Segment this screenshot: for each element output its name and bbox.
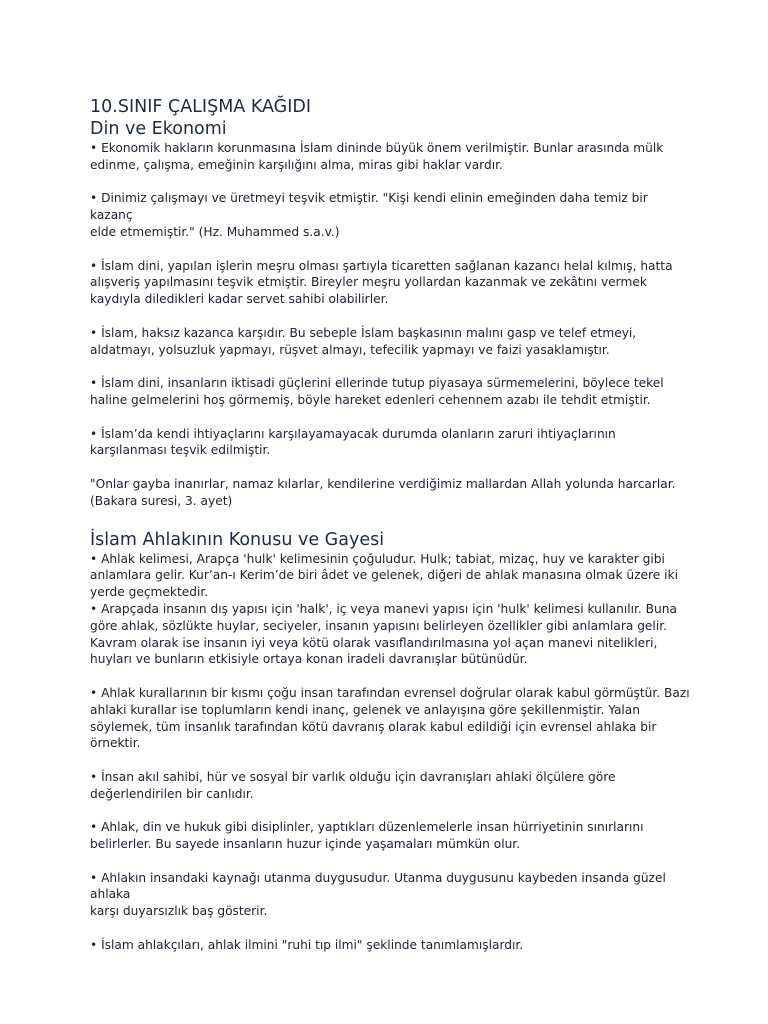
document-title: 10.SINIF ÇALIŞMA KAĞIDI [90,97,312,117]
paragraph: • Ekonomik hakların korunmasına İslam dininde büyük önem verilmiştir. Bunlar arasında mülk edinme, çalışma, emeğinin karşılığını alma, miras gibi haklar vardır. [90,141,664,172]
section-heading-din-ve-ekonomi: Din ve Ekonomi [90,119,227,139]
paragraph: • Ahlakın insandaki kaynağı utanma duygusudur. Utanma duygusunu kaybeden insanda güzel ahlaka karşı duyarsızlık baş gösterir. [90,870,666,919]
paragraph: • İslam dini, yapılan işlerin meşru olması şartıyla ticaretten sağlanan kazancı helal kılmış, hatta alışveriş yapılmasını teşvik etmiştir. Bireyler meşru yollardan kazanmak ve zekâtını vermek kaydıyla diledikleri kadar servet sahibi olabilirler. [90,258,673,307]
section-heading-islam-ahlaki: İslam Ahlakının Konusu ve Gayesi [90,529,385,550]
paragraph: • İslam dini, insanların iktisadi güçlerini ellerinde tutup piyasaya sürmemelerini, böylece tekel haline gelmelerini hoş görmemiş, böyle hareket edenleri cehennem azabı ile tehdit etmiştir. [90,376,664,407]
paragraph: • Ahlak kelimesi, Arapça 'hulk' kelimesinin çoğuludur. Hulk; tabiat, mizaç, huy ve karakter gibi anlamlara gelir. Kur’an-ı Kerim’de biri âdet ve gelenek, diğeri de ahlak manasına olmak üzere iki yerde geçmektedir. • Arapçada insanın dış yapısı için 'halk', iç veya manevi yapısı için 'hulk' kelimesi kullanılır. Buna göre ahlak, sözlükte huylar, seciyeler, insanın yapısını belirleyen özellikler gibi anlamlara gelir. Kavram olarak ise insanın iyi veya kötü olarak vasıflandırılmasına yol açan manevi nitelikleri, huyları ve bunların etkisiyle ortaya konan iradeli davranışlar bütünüdür. [90,551,678,667]
paragraph: • Ahlak kurallarının bir kısmı çoğu insan tarafından evrensel doğrular olarak kabul görmüştür. Bazı ahlaki kurallar ise toplumların kendi inanç, gelenek ve anlayışına göre şekillenmiştir. Yalan söylemek, tüm insanlık tarafından kötü davranış olarak kabul edildiği için evrensel ahlaka bir örnektir. [90,685,690,751]
paragraph: • İslam ahlakçıları, ahlak ilmini "ruhi tıp ilmi" şeklinde tanımlamışlardır. [90,937,524,952]
worksheet-page [90,96,690,954]
quote-paragraph: "Onlar gayba inanırlar, namaz kılarlar, kendilerine verdiğimiz mallardan Allah yolunda harcarlar. (Bakara suresi, 3. ayet) [90,476,676,508]
paragraph: • Ahlak, din ve hukuk gibi disiplinler, yaptıkları düzenlemelerle insan hürriyetinin sınırlarını belirlerler. Bu sayede insanların huzur içinde yaşamaları mümkün olur. [90,820,644,852]
paragraph: • İslam’da kendi ihtiyaçlarını karşılayamayacak durumda olanların zaruri ihtiyaçlarının karşılanması teşvik edilmiştir. [90,426,616,458]
paragraph: • İslam, haksız kazanca karşıdır. Bu sebeple İslam başkasının malını gasp ve telef etmeyi, aldatmayı, yolsuzluk yapmayı, rüşvet almayı, tefecilik yapmayı ve faizi yasaklamıştır. [90,325,637,357]
paragraph: • İnsan akıl sahibi, hür ve sosyal bir varlık olduğu için davranışları ahlaki ölçülere göre değerlendirilen bir canlıdır. [90,769,616,801]
paragraph: • Dinimiz çalışmayı ve üretmeyi teşvik etmiştir. "Kişi kendi elinin emeğinden daha temiz bir kazanç elde etmemiştir." (Hz. Muhammed s.a.v.) [90,191,648,239]
